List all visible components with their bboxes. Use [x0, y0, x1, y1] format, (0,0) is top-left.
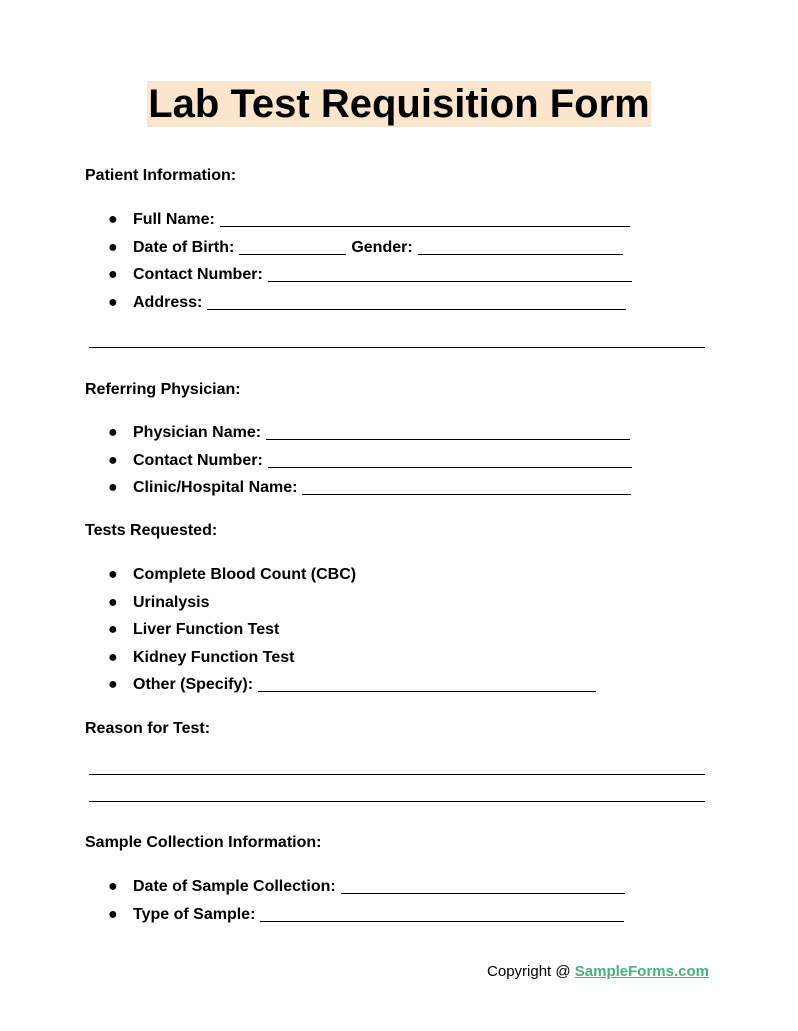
- patient-info-list: [108, 210, 632, 320]
- copyright-text: Copyright @: [487, 963, 575, 980]
- bullet-icon: ●: [108, 293, 118, 311]
- other-test-label: Other (Specify):: [133, 676, 254, 693]
- address-label: Address:: [133, 293, 203, 311]
- sample-type-field[interactable]: [260, 905, 624, 922]
- sample-date-field[interactable]: [341, 877, 625, 894]
- address-continuation-line[interactable]: [89, 347, 705, 348]
- bullet-icon: ●: [108, 451, 118, 469]
- physician-contact-label: Contact Number:: [133, 451, 263, 469]
- sample-date-label: Date of Sample Collection:: [133, 878, 336, 895]
- test-item-label: Complete Blood Count (CBC): [133, 566, 357, 583]
- physician-name-field[interactable]: [266, 423, 630, 440]
- bullet-icon: ●: [108, 593, 118, 611]
- tests-heading: Tests Requested:: [85, 522, 218, 539]
- test-item[interactable]: [108, 593, 596, 621]
- test-item[interactable]: [108, 565, 596, 593]
- contact-number-field[interactable]: [268, 265, 632, 282]
- physician-name-item: [108, 423, 632, 451]
- bullet-icon: ●: [108, 266, 118, 283]
- brand-link[interactable]: SampleForms.com: [574, 963, 709, 980]
- dob-field[interactable]: [239, 238, 346, 255]
- clinic-name-item: [108, 478, 632, 506]
- reason-heading: Reason for Test:: [85, 720, 211, 737]
- physician-name-label: Physician Name:: [133, 424, 262, 441]
- bullet-icon: ●: [108, 211, 118, 228]
- sample-type-label: Type of Sample:: [133, 905, 256, 923]
- reason-line-2[interactable]: [89, 801, 705, 802]
- test-item-label: Urinalysis: [133, 593, 210, 611]
- dob-gender-item: [108, 238, 632, 266]
- full-name-item: [108, 210, 632, 238]
- title-wrap: [0, 81, 798, 127]
- other-test-item: [108, 675, 596, 703]
- other-test-field[interactable]: [258, 675, 596, 692]
- physician-contact-item: [108, 451, 632, 479]
- bullet-icon: ●: [108, 424, 118, 441]
- test-item-label: Liver Function Test: [133, 621, 280, 638]
- reason-line-1[interactable]: [89, 774, 705, 775]
- tests-list: [108, 565, 596, 703]
- bullet-icon: ●: [108, 479, 118, 496]
- full-name-label: Full Name:: [133, 211, 215, 228]
- patient-info-heading: Patient Information:: [85, 167, 237, 184]
- sample-date-item: [108, 877, 625, 905]
- physician-heading: Referring Physician:: [85, 381, 241, 398]
- sample-type-item: [108, 905, 625, 933]
- bullet-icon: ●: [108, 905, 118, 923]
- bullet-icon: ●: [108, 878, 118, 895]
- physician-contact-field[interactable]: [268, 451, 632, 468]
- bullet-icon: ●: [108, 676, 118, 693]
- contact-number-item: [108, 265, 632, 293]
- test-item-label: Kidney Function Test: [133, 648, 295, 666]
- sample-heading: Sample Collection Information:: [85, 834, 322, 851]
- address-item: [108, 293, 632, 321]
- bullet-icon: ●: [108, 621, 118, 638]
- contact-number-label: Contact Number:: [133, 266, 263, 283]
- gender-label: Gender:: [351, 238, 413, 256]
- page-title: Lab Test Requisition Form: [148, 82, 650, 126]
- footer: [487, 962, 709, 982]
- test-item[interactable]: [108, 648, 596, 676]
- clinic-name-label: Clinic/Hospital Name:: [133, 479, 298, 496]
- clinic-name-field[interactable]: [302, 478, 631, 495]
- physician-list: [108, 423, 632, 506]
- bullet-icon: ●: [108, 238, 118, 256]
- test-item[interactable]: [108, 620, 596, 648]
- bullet-icon: ●: [108, 566, 118, 583]
- gender-field[interactable]: [418, 238, 623, 255]
- address-field[interactable]: [207, 293, 626, 310]
- dob-label: Date of Birth:: [133, 238, 235, 256]
- sample-list: [108, 877, 625, 932]
- bullet-icon: ●: [108, 648, 118, 666]
- full-name-field[interactable]: [220, 210, 630, 227]
